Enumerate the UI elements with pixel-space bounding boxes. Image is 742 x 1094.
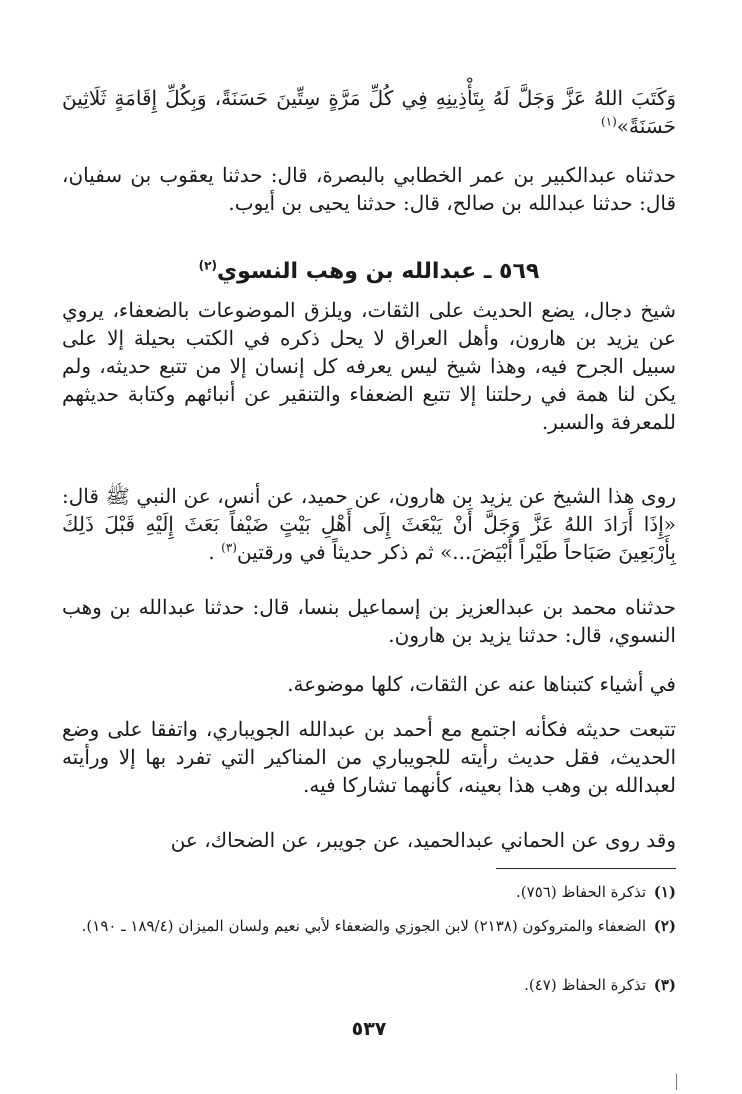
entry-heading-text: ٥٦٩ ـ عبدالله بن وهب النسوي — [216, 259, 540, 284]
footnote-text: تذكرة الحفاظ (٧٥٦). — [516, 883, 646, 901]
isnad-paragraph-2: حدثناه محمد بن عبدالعزيز بن إسماعيل بنسا، قال: حدثنا عبدالله بن وهب النسوي، قال: حدثنا يزيد بن هارون. — [62, 595, 676, 647]
scan-edge-mark — [676, 1074, 677, 1090]
footnote-1 — [62, 881, 676, 903]
commentary-paragraph: تتبعت حديثه فكأنه اجتمع مع أحمد بن عبدالله الجويباري، واتفقا على وضع الحديث، فقل حديث رأيته للجويباري من المناكير التي تفرد بها إلا ورأيته لعبدالله بن وهب هذا بعينه، كأنهما تشاركا فيه. — [62, 717, 676, 797]
footnote-2 — [62, 915, 676, 937]
footnote-number: (٢) — [653, 917, 676, 935]
footnote-text: الضعفاء والمتروكون (٢١٣٨) لابن الجوزي والضعفاء لأبي نعيم ولسان الميزان (١٨٩/٤ ـ ١٩٠). — [81, 917, 646, 935]
intro-text: وَكَتَبَ اللهُ عَزَّ وَجَلَّ لَهُ بِتَأْذِينِهِ فِي كُلِّ مَرَّةٍ سِتِّينَ حَسَنَةً، وَبِكُلِّ إِقَامَةٍ ثَلَاثِينَ حَسَنَةً» — [62, 86, 676, 138]
hadith-paragraph: روى هذا الشيخ عن يزيد بن هارون، عن حميد، عن أنس، عن النبي ﷺ قال: «إِذَا أَرَادَ اللهُ عَزَّ وَجَلَّ أَنْ يَبْعَثَ إِلَى أَهْلِ بَيْتٍ ضَيْفاً بَعَثَ إِلَيْهِ قَبْلَ ذَلِكَ بِأَرْبَعِينَ صَبَاحاً طَيْراً أَبْيَضَ...» ثم ذكر حديثاً في ورقتين$^{(٣)}$ . — [62, 484, 676, 564]
footnote-number: (٣) — [653, 976, 676, 994]
entry-heading — [62, 257, 676, 287]
book-page — [62, 0, 676, 1094]
page-number: ٥٣٧ — [351, 1018, 387, 1040]
final-line: وقد روى عن الحماني عبدالحميد، عن جويبر، عن الضحاك، عن — [170, 828, 676, 852]
footnote-number: (١) — [653, 883, 676, 901]
footnote-ref-3[interactable]: (٣) — [221, 540, 237, 555]
footnote-text: تذكرة الحفاظ (٤٧). — [524, 976, 646, 994]
footnote-ref-1[interactable]: (١) — [600, 114, 617, 129]
footnote-divider — [496, 868, 676, 869]
footnote-3 — [62, 974, 676, 996]
fabricated-note: في أشياء كتبناها عنه عن الثقات، كلها موضوعة. — [287, 672, 676, 696]
isnad-paragraph-1: حدثناه عبدالكبير بن عمر الخطابي بالبصرة، قال: حدثنا يعقوب بن سفيان، قال: حدثنا عبدالله بن صالح، قال: حدثنا يحيى بن أيوب. — [62, 163, 676, 215]
footnote-ref-2[interactable]: (٢) — [198, 258, 217, 273]
hadith-text: روى هذا الشيخ عن يزيد بن هارون، عن حميد، عن أنس، عن النبي ﷺ قال: «إِذَا أَرَادَ اللهُ عَزَّ وَجَلَّ أَنْ يَبْعَثَ إِلَى أَهْلِ بَيْتٍ ضَيْفاً بَعَثَ إِلَيْهِ قَبْلَ ذَلِكَ بِأَرْبَعِينَ صَبَاحاً طَيْراً أَبْيَضَ...» ثم ذكر حديثاً في ورقتين — [62, 484, 676, 564]
intro-paragraph — [62, 84, 676, 140]
description-paragraph: شيخ دجال، يضع الحديث على الثقات، ويلزق الموضوعات بالضعفاء، يروي عن يزيد بن هارون، وأهل العراق لا يحل ذكره في الكتب بحيلة إلا على سبيل الجرح فيه، وهذا شيخ ليس يعرفه كل إنسان إلا من تتبع حديثه، ولم يكن لنا همة في رحلتنا إلا تتبع الضعفاء والتنقير عن أنبائهم وكتابة حديثهم للمعرفة والسبر. — [62, 298, 676, 434]
